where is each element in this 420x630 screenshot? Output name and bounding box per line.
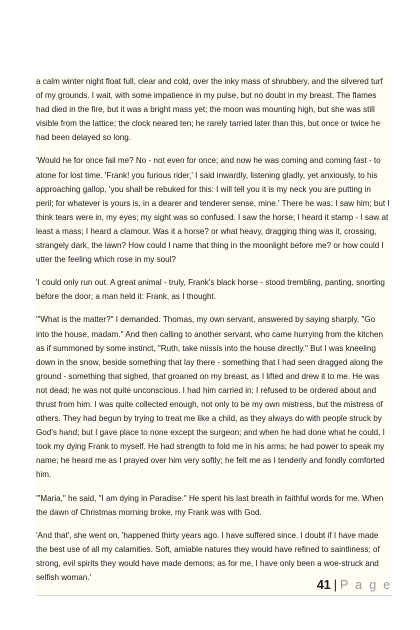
paragraph-1: a calm winter night float full, clear and cold, over the inky mass of shrubbery, and the silvered turf of my grounds. I wait, with some impatience in my pulse, but no doubt in my breast. The flames had died in the fire, but it was a bright mass yet; the moon was mounting high, but she was still visible from the lattice; the clock neared ten; he rarely tarried later than this, but once or twice he had been delayed so long. (36, 77, 383, 143)
page-footer (317, 578, 392, 592)
paragraph-6: 'And that', she went on, 'happened thirty years ago. I have suffered since. I doubt if I have made the best use of all my calamities. Soft, amiable natures they would have refined to saintliness; of strong, evil spirits they would have made demons; as for me, I have only been a woe-struck and selfish woman.' (36, 530, 380, 582)
footer-rule (36, 595, 392, 596)
page-number: 41 (316, 578, 331, 592)
paragraph-4: '"What is the matter?" I demanded. Thomas, my own servant, answered by saying sharply, "Go into the house, madam." And then calling to another servant, who came hurrying from the kitchen as if summoned by some instinct, "Ruth, take missis into the house directly." But I was kneeling down in the snow, beside something that lay there - something that I had seen dragged along the ground - something that sighed, that groaned on my breast, as I lifted and drew it to me. He was not dead; he was not quite unconscious. I had him carried in; I refused to be ordered about and thrust from him. I was quite collected enough, not only to be my own mistress, but the mistress of others. They had begun by trying to treat me like a child, as they always do with people struck by God's hand; but I gave place to none except the surgeon; and when he had done what he could, I took my dying Frank to myself. He had strength to fold me in his arms; he had power to speak my name; he heard me as I prayed over him very softly; he felt me as I tenderly and fondly comforted him. (36, 315, 385, 480)
paragraph-5: '"Maria," he said, "I am dying in Paradise." He spent his last breath in faithful words for me. When the dawn of Christmas morning broke, my Frank was with God. (36, 493, 384, 517)
footer-separator: | (333, 578, 337, 592)
body-text (36, 75, 390, 594)
paragraph-2: 'Would he for once fail me? No - not even for once; and now he was coming and coming fast - to atone for lost time. 'Frank! you furious rider,' I said inwardly, listening gladly, yet anxiously, to his approaching gallop, 'you shall be rebuked for this: I will tell you it is my neck you are putting in peril; for whatever is yours is, in a dearer and tenderer sense, mine.' There he was: I saw him; but I think tears were in, my eyes; my sight was so confused. I saw the horse; I heard it stamp - I saw at least a mass; I heard a clamour. Was it a horse? or what heavy, dragging thing was it, crossing, strangely dark, the lawn? How could I name that thing in the moonlight before me? or how could I utter the feeling which rose in my soul? (36, 156, 390, 265)
page-label: P a g e (340, 578, 392, 592)
paragraph-3: 'I could only run out. A great animal - truly, Frank's black horse - stood trembling, panting, snorting before the door; a man held it: Frank, as I thought. (36, 278, 385, 302)
